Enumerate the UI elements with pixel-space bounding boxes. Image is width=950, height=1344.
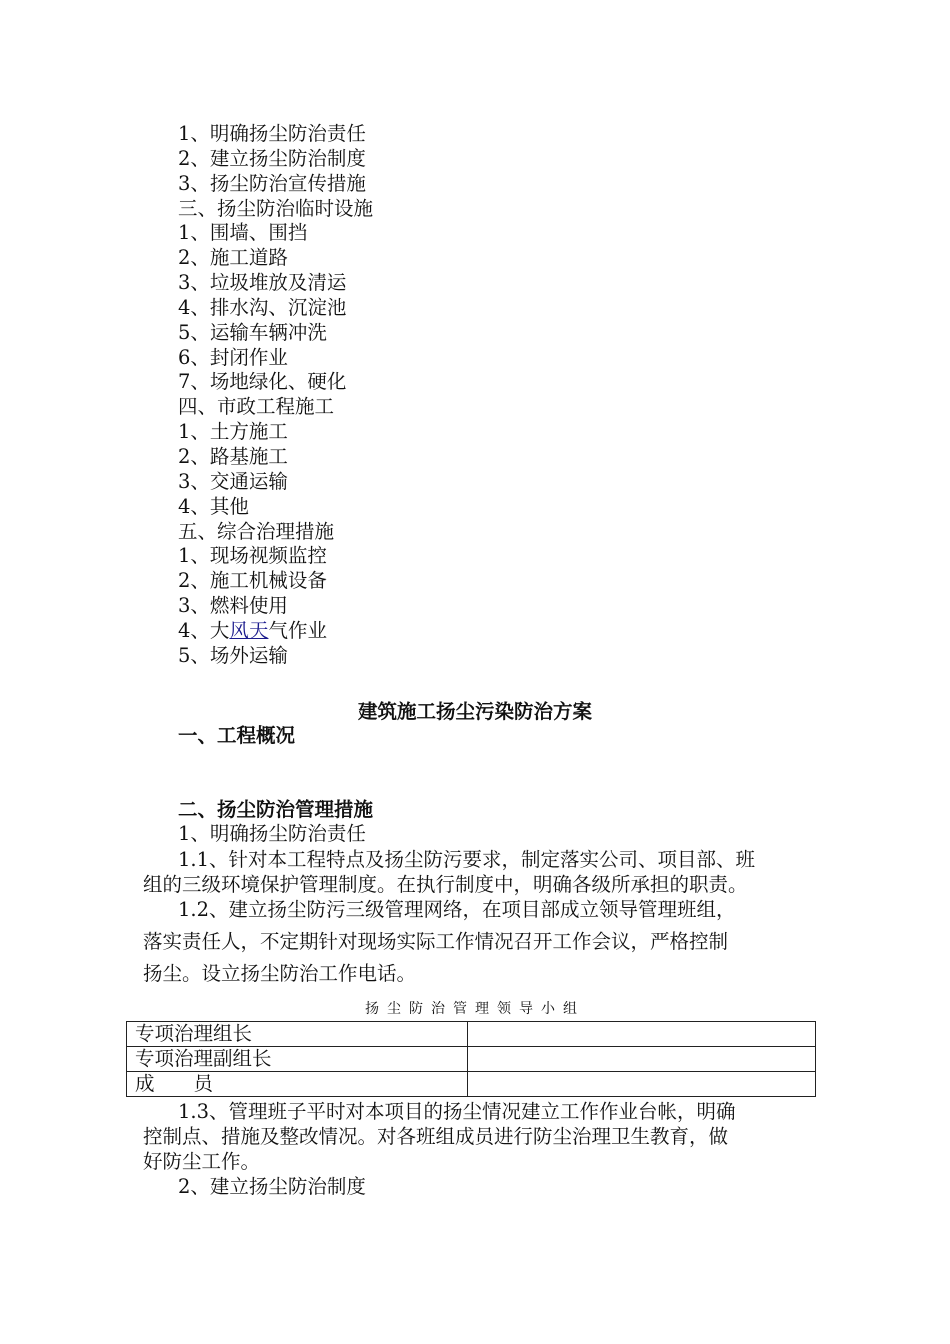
toc-item: 2、路基施工	[178, 444, 288, 468]
paragraph-line: 1.1、针对本工程特点及扬尘防污要求，制定落实公司、项目部、班	[178, 848, 756, 871]
toc-item: 6、封闭作业	[178, 345, 288, 369]
table-row	[127, 1072, 816, 1097]
toc-item: 3、垃圾堆放及清运	[178, 271, 347, 295]
subheading-responsibility: 1、明确扬尘防治责任	[178, 822, 366, 845]
table-cell-label: 成 员	[127, 1072, 468, 1097]
leadership-group-table	[126, 1021, 816, 1097]
table-cell-value	[468, 1022, 816, 1047]
toc-item: 1、明确扬尘防治责任	[178, 122, 366, 145]
toc-item: 1、现场视频监控	[178, 544, 327, 568]
toc-item: 五、综合治理措施	[178, 519, 335, 543]
paragraph-line: 扬尘。设立扬尘防治工作电话。	[143, 962, 417, 985]
toc-item-wind	[178, 619, 373, 644]
section-heading-management: 二、扬尘防治管理措施	[178, 798, 374, 821]
toc-item: 1、围墙、围挡	[178, 221, 308, 245]
toc-item: 3、交通运输	[178, 469, 288, 493]
toc-item-suffix: 气作业	[268, 618, 327, 642]
toc-item: 4、排水沟、沉淀池	[178, 295, 347, 319]
paragraph-line: 落实责任人，不定期针对现场实际工作情况召开工作会议，严格控制	[143, 930, 729, 953]
toc-item: 四、市政工程施工	[178, 395, 335, 419]
toc-item: 4、其他	[178, 494, 249, 518]
toc-item: 2、施工道路	[178, 246, 288, 270]
toc-item: 1、土方施工	[178, 420, 288, 444]
toc-item: 2、建立扬尘防治制度	[178, 146, 366, 170]
paragraph-line: 控制点、措施及整改情况。对各班组成员进行防尘治理卫生教育，做	[143, 1125, 729, 1148]
toc-item-prefix: 4、大	[178, 618, 230, 642]
paragraph-line: 1.2、建立扬尘防污三级管理网络，在项目部成立领导管理班组，	[178, 898, 736, 921]
subheading-system: 2、建立扬尘防治制度	[178, 1175, 366, 1198]
table-caption: 扬尘防治管理领导小组	[365, 1001, 585, 1017]
table-of-contents	[178, 122, 373, 669]
table-cell-label: 专项治理组长	[127, 1022, 468, 1047]
table-row	[127, 1022, 816, 1047]
toc-item: 3、扬尘防治宣传措施	[178, 171, 366, 195]
toc-item: 2、施工机械设备	[178, 569, 327, 593]
paragraph-line: 好防尘工作。	[143, 1150, 261, 1173]
toc-item: 5、运输车辆冲洗	[178, 320, 327, 344]
toc-item: 3、燃料使用	[178, 594, 288, 618]
table-row	[127, 1047, 816, 1072]
table-cell-value	[468, 1072, 816, 1097]
wind-day-link[interactable]: 风天	[229, 618, 269, 642]
paragraph-line: 1.3、管理班子平时对本项目的扬尘情况建立工作作业台帐，明确	[178, 1100, 736, 1123]
toc-item: 5、场外运输	[178, 643, 288, 667]
section-heading-overview: 一、工程概况	[178, 724, 296, 747]
toc-item: 7、场地绿化、硬化	[178, 370, 347, 394]
table-cell-value	[468, 1047, 816, 1072]
document-title: 建筑施工扬尘污染防治方案	[357, 700, 592, 723]
toc-item: 三、扬尘防治临时设施	[178, 196, 374, 220]
table-cell-label: 专项治理副组长	[127, 1047, 468, 1072]
paragraph-line: 组的三级环境保护管理制度。在执行制度中，明确各级所承担的职责。	[143, 873, 748, 896]
